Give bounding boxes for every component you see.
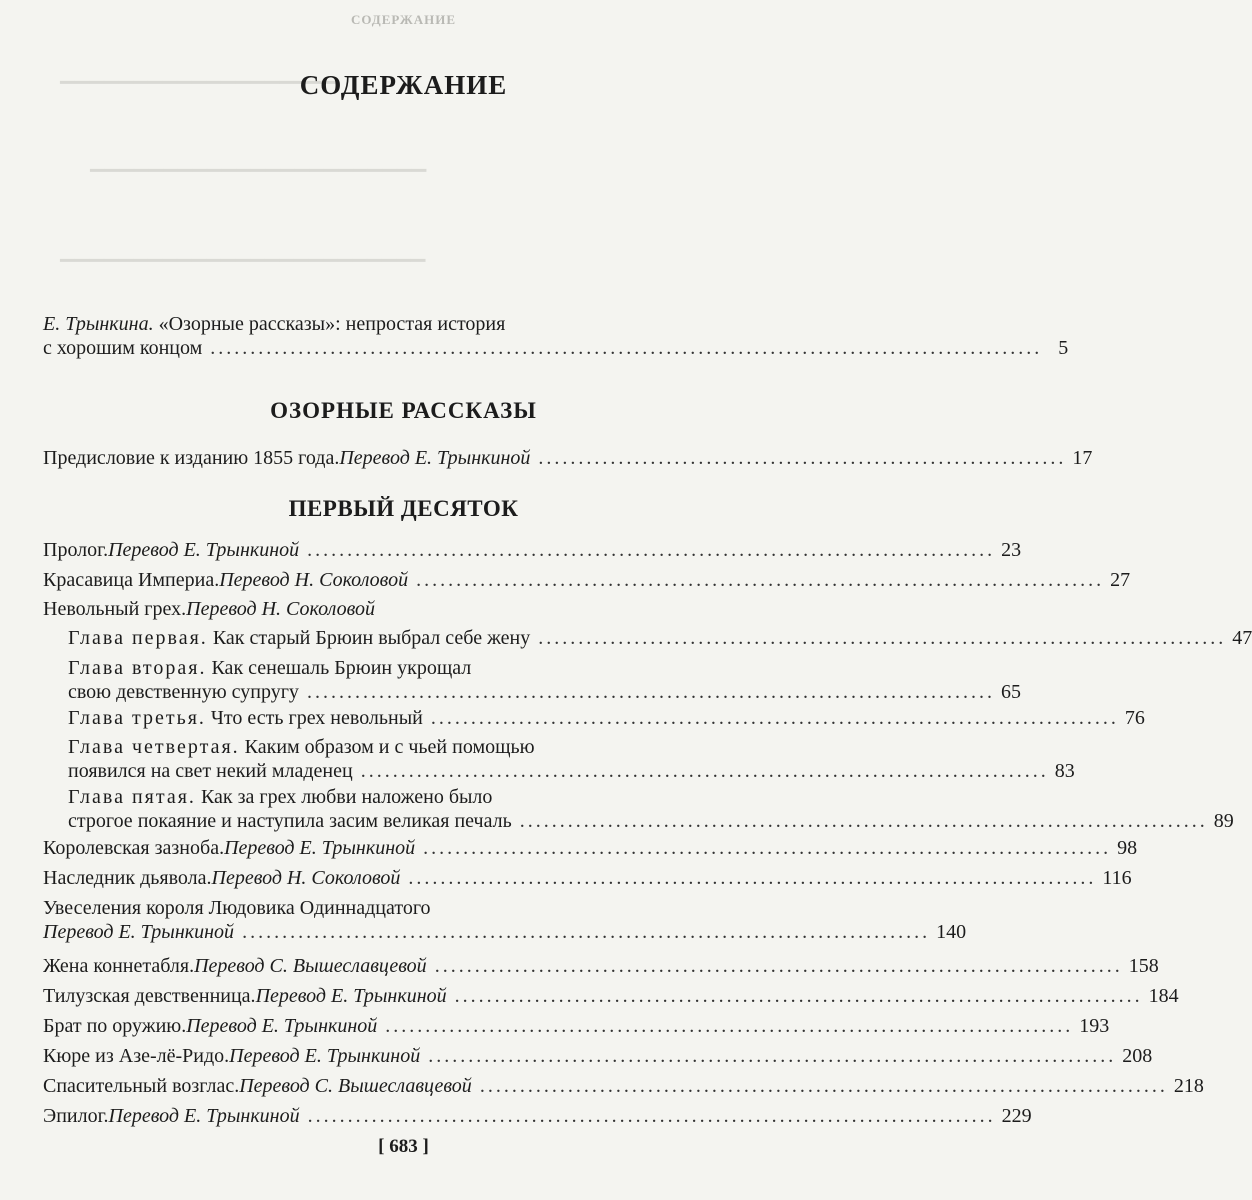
subsection-title: ПЕРВЫЙ ДЕСЯТОК	[288, 496, 519, 521]
entry-translator: Перевод Е. Трынкиной	[186, 1015, 378, 1037]
entry-title: Брат по оружию.	[43, 1015, 187, 1037]
intro-author: Е. Трынкина.	[43, 313, 154, 335]
dot-leader: ......................................................................................	[416, 569, 1105, 591]
page-number: 98	[1117, 837, 1138, 859]
entry-title: Тилузская девственница.	[43, 985, 256, 1007]
dot-leader: ......................................................................................	[307, 539, 996, 561]
page-number: 76	[1124, 707, 1145, 729]
toc-chapter	[68, 656, 1021, 704]
chapter-title: Как сенешаль Брюин укрощал	[206, 657, 472, 679]
page-number: 184	[1148, 985, 1179, 1007]
section-title: ОЗОРНЫЕ РАССКАЗЫ	[270, 398, 537, 423]
dot-leader: ..................................................................	[538, 447, 1067, 469]
toc-entry-intro	[43, 312, 1069, 360]
show-through-line: ▁▁▁▁▁▁▁▁▁▁▁▁▁▁▁▁▁▁▁▁▁▁▁	[90, 151, 427, 172]
dot-leader: ......................................................................................	[428, 1045, 1117, 1067]
toc-entry	[43, 896, 967, 944]
page-folio: [ 683 ]	[378, 1136, 429, 1157]
toc-entry	[43, 538, 1022, 562]
entry-translator: Перевод Н. Соколовой	[211, 867, 401, 889]
toc-entry	[43, 1074, 1204, 1098]
page-number: 218	[1173, 1075, 1204, 1097]
page-number: 47	[1232, 627, 1252, 649]
page-number: 65	[1000, 681, 1021, 703]
entry-translator: Перевод Е. Трынкиной	[229, 1045, 421, 1067]
entry-translator: Перевод Е. Трынкиной	[339, 447, 531, 469]
entry-title: Пролог.	[43, 539, 109, 561]
toc-entry	[43, 866, 1132, 890]
toc-entry	[43, 954, 1159, 978]
chapter-title-cont: появился на свет некий младенец	[68, 760, 353, 782]
running-head: СОДЕРЖАНИЕ	[350, 12, 457, 27]
page-number: 229	[1001, 1105, 1032, 1127]
entry-title: Королевская зазноба.	[43, 837, 225, 859]
page-number: 193	[1079, 1015, 1110, 1037]
dot-leader: ......................................................................................	[242, 921, 931, 943]
intro-title-line1: «Озорные рассказы»: непростая история	[153, 313, 506, 335]
dot-leader: ......................................................................................	[434, 955, 1123, 977]
dot-leader: ......................................................................................	[408, 867, 1097, 889]
chapter-title-cont: свою девственную супругу	[68, 681, 299, 703]
page-number: 158	[1128, 955, 1159, 977]
toc-entry	[43, 836, 1138, 860]
entry-title: Кюре из Азе-лё-Ридо.	[43, 1045, 230, 1067]
toc-chapter	[68, 626, 1252, 650]
entry-title: Спасительный возглас.	[43, 1075, 240, 1097]
chapter-label: Глава вторая.	[68, 657, 207, 679]
dot-leader: ......................................................................................	[360, 760, 1049, 782]
entry-title: Предисловие к изданию 1855 года.	[43, 447, 340, 469]
page-number: 17	[1072, 447, 1093, 469]
page-number: 140	[936, 921, 967, 943]
page-number: 89	[1213, 810, 1234, 832]
dot-leader: ......................................................................................	[385, 1015, 1074, 1037]
chapter-label: Глава пятая.	[68, 786, 196, 808]
toc-entry	[43, 1044, 1153, 1068]
dot-leader: ......................................................................................	[423, 837, 1112, 859]
toc-entry	[43, 1014, 1110, 1038]
show-through-line: ▁▁▁▁▁▁▁▁▁▁▁▁▁▁▁▁▁▁▁	[60, 63, 338, 84]
entry-title: Жена коннетабля.	[43, 955, 195, 977]
entry-title: Красавица Империа.	[43, 569, 220, 591]
dot-leader: ......................................................................................	[479, 1075, 1168, 1097]
chapter-title: Что есть грех невольный	[205, 707, 423, 729]
dot-leader: ......................................................................................	[519, 810, 1208, 832]
entry-translator: Перевод Н. Соколовой	[186, 598, 375, 620]
entry-translator: Перевод Н. Соколовой	[219, 569, 409, 591]
intro-title-line2: с хорошим концом	[43, 337, 203, 359]
toc-chapter	[68, 706, 1145, 730]
chapter-title: Как за грех любви наложено было	[195, 786, 493, 808]
entry-translator: Перевод Е. Трынкиной	[255, 985, 447, 1007]
toc-chapter	[68, 735, 1075, 783]
page-number: 83	[1054, 760, 1075, 782]
show-through-line: ▁▁▁▁▁▁▁▁▁▁▁▁▁▁▁▁▁▁▁▁▁▁▁▁▁	[60, 241, 426, 262]
entry-title: Невольный грех.	[43, 598, 187, 620]
entry-translator: Перевод Е. Трынкиной	[224, 837, 416, 859]
page-title: СОДЕРЖАНИЕ	[299, 70, 508, 100]
dot-leader: ......................................................................................	[307, 1105, 996, 1127]
entry-title: Наследник дьявола.	[43, 867, 212, 889]
page-number: 208	[1122, 1045, 1153, 1067]
chapter-label: Глава четвертая.	[68, 736, 240, 758]
dot-leader: ......................................................................................	[538, 627, 1227, 649]
page-number: 27	[1110, 569, 1131, 591]
toc-entry	[43, 597, 693, 621]
entry-translator: Перевод С. Вышеславцевой	[194, 955, 427, 977]
chapter-title-cont: строгое покаяние и наступила засим великая печаль	[68, 810, 512, 832]
toc-entry	[43, 984, 1179, 1008]
entry-translator: Перевод Е. Трынкиной	[43, 921, 235, 943]
chapter-title: Каким образом и с чьей помощью	[239, 736, 535, 758]
entry-title: Эпилог.	[43, 1105, 109, 1127]
toc-chapter	[68, 785, 1234, 833]
toc-entry	[43, 568, 1131, 592]
dot-leader: ........................................................................................................	[210, 337, 1043, 359]
toc-entry-preface	[43, 446, 1093, 470]
page-number: 5	[1058, 337, 1069, 359]
chapter-label: Глава третья.	[68, 707, 206, 729]
entry-translator: Перевод Е. Трынкиной	[108, 539, 300, 561]
entry-title: Увеселения короля Людовика Одиннадцатого	[43, 897, 431, 919]
chapter-title: Как старый Брюин выбрал себе жену	[207, 627, 531, 649]
dot-leader: ......................................................................................	[454, 985, 1143, 1007]
entry-translator: Перевод Е. Трынкиной	[108, 1105, 300, 1127]
entry-translator: Перевод С. Вышеславцевой	[239, 1075, 472, 1097]
page-number: 23	[1001, 539, 1022, 561]
toc-entry	[43, 1104, 1032, 1128]
page-number: 116	[1102, 867, 1132, 889]
chapter-label: Глава первая.	[68, 627, 208, 649]
dot-leader: ......................................................................................	[306, 681, 995, 703]
dot-leader: ......................................................................................	[430, 707, 1119, 729]
